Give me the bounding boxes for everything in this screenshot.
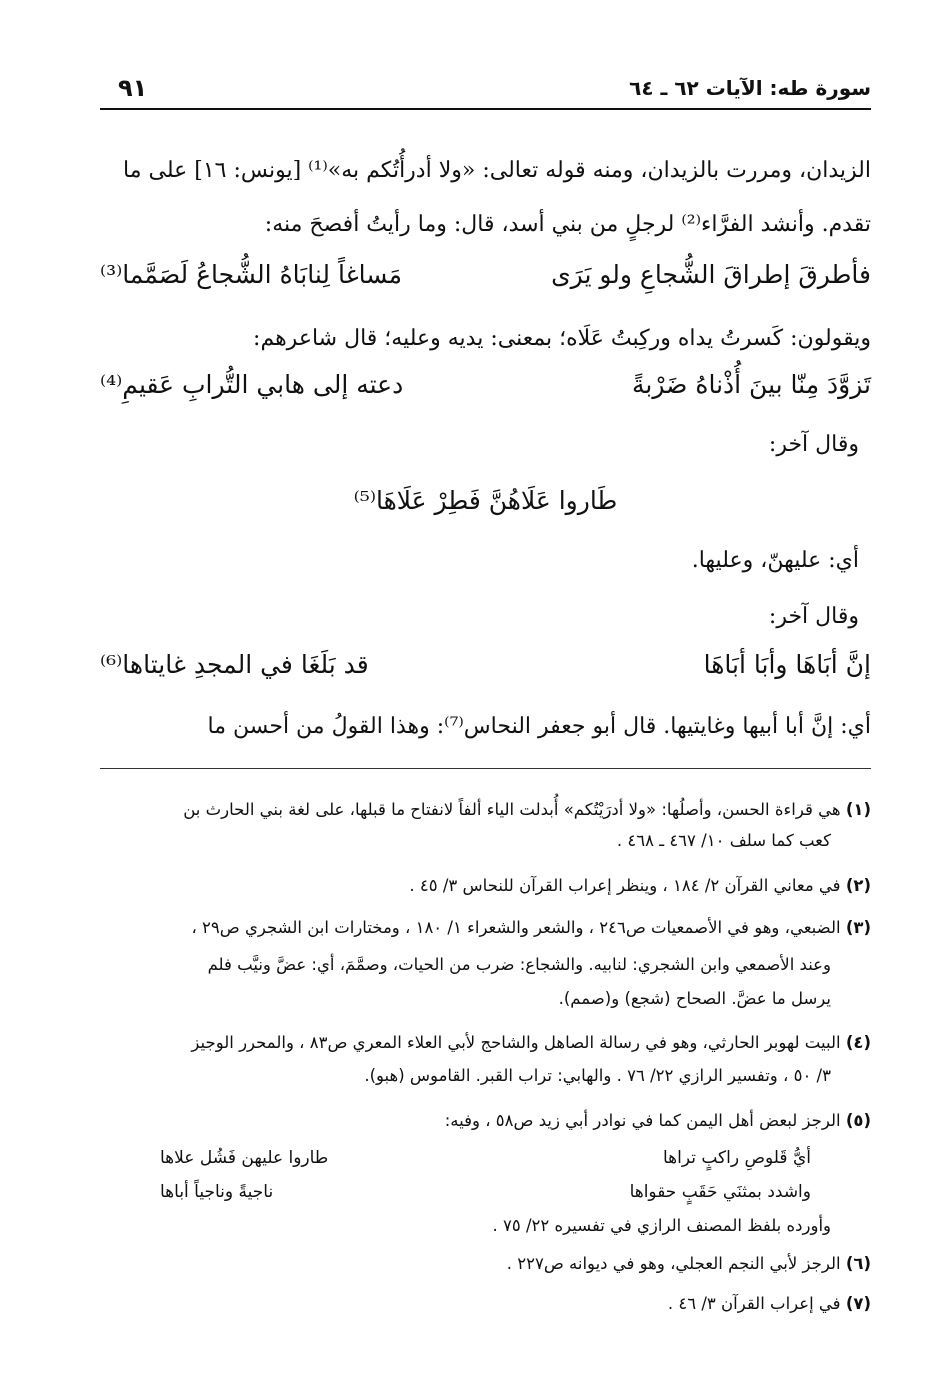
verse-first-hemistich: فأطرقَ إطراقَ الشُّجاعِ ولو يَرَى [551, 260, 871, 289]
footnote [100, 912, 871, 943]
footnote-text: وعند الأصمعي وابن الشجري: لنابيه. والشجاع: ضرب من الحيات، وصمَّمَ، أي: عضَّ ونيَّب فلم [207, 955, 831, 974]
footnote-text: وأورده بلفظ المصنف الرازي في تفسيره ٢٢/ ٧٥ . [492, 1216, 831, 1235]
footnote-number: (٢) [845, 876, 871, 895]
verse-second-hemistich: قد بَلَغَا في المجدِ غايتاها⁽⁶⁾ [100, 650, 369, 679]
footnote-number: (٦) [845, 1254, 871, 1273]
footnote-text: هي قراءة الحسن، وأصلُها: «ولا أدرَيْتُكم» أُبدلت الياء ألفاً لانفتاح ما قبلها، على لغة بني الحارث بن [183, 800, 841, 819]
verse-first-hemistich: إنَّ أبَاهَا وأبَا أبَاهَا [703, 650, 871, 679]
running-header [100, 70, 871, 110]
footnote-text: يرسل ما عضَّ. الصحاح (شجع) و(صمم). [558, 989, 831, 1008]
footnote-number: (٣) [845, 918, 871, 937]
footnote-number: (٧) [845, 1294, 871, 1313]
text-line: ويقولون: كَسرتُ يداه وركِبتُ عَلَاه؛ بمعنى: يديه وعليه؛ قال شاعرهم: [253, 326, 871, 351]
text-line: وقال آخر: [768, 604, 859, 629]
text-line: أي: إنَّ أبا أبيها وغايتيها. قال أبو جعفر النحاس⁽⁷⁾: وهذا القولُ من أحسن ما [207, 714, 871, 739]
footnote [100, 794, 871, 825]
header-rule [100, 108, 871, 110]
footnote-text: في معاني القرآن ٢/ ١٨٤ ، وينظر إعراب القرآن للنحاس ٣/ ٤٥ . [409, 876, 841, 895]
footnote-separator [100, 768, 871, 769]
footnote-text: الضبعي، وهو في الأصمعيات ص٢٤٦ ، والشعر والشعراء ١/ ١٨٠ ، ومختارات ابن الشجري ص٢٩ ، [191, 918, 841, 937]
text-line: وقال آخر: [768, 432, 859, 457]
footnote-text: الرجز لبعض أهل اليمن كما في نوادر أبي زيد ص٥٨ ، وفيه: [444, 1111, 841, 1130]
text-line: تقدم. وأنشد الفرَّاء⁽²⁾ لرجلٍ من بني أسد، قال: وما رأيتُ أفصحَ منه: [264, 212, 871, 237]
verse-second-hemistich: ناجيةً وناجياً أباها [160, 1182, 274, 1202]
verse-second-hemistich: مَساغاً لِنابَاهُ الشُّجاعُ لَصَمَّما⁽³⁾ [100, 260, 402, 289]
footnote [100, 1105, 871, 1136]
page-number: ٩١ [118, 74, 148, 102]
footnote-text: ٣/ ٥٠ ، وتفسير الرازي ٢٢/ ٧٦ . والهابي: تراب القبر. القاموس (هبو). [364, 1066, 831, 1085]
footnote-number: (٤) [845, 1033, 871, 1052]
footnote [100, 870, 871, 901]
verse-first-hemistich: واشدد بمثنَي حَقَبٍ حقواها [629, 1182, 811, 1202]
footnote-number: (١) [845, 800, 871, 819]
footnote-text: البيت لهوبر الحارثي، وهو في رسالة الصاهل والشاحج لأبي العلاء المعري ص٨٣ ، والمحرر الوجيز [191, 1033, 841, 1052]
footnote [100, 1027, 871, 1058]
verse-first-hemistich: تَزوَّدَ مِنّا بينَ أُذْناهُ ضَرْبةً [632, 370, 871, 399]
verse-second-hemistich: دعته إلى هابي التُّرابِ عَقيمِ⁽⁴⁾ [100, 370, 404, 399]
text-line: أي: عليهنّ، وعليها. [691, 548, 859, 573]
footnote-text: كعب كما سلف ١٠/ ٤٦٧ ـ ٤٦٨ . [616, 831, 831, 850]
text-line: الزيدان، ومررت بالزيدان، ومنه قوله تعالى: «ولا أدرأُتُكم به»⁽¹⁾ [يونس: ١٦] على ما [123, 158, 871, 183]
footnote [100, 1248, 871, 1279]
footnote-text: في إعراب القرآن ٣/ ٤٦ . [667, 1294, 841, 1313]
footnote-number: (٥) [845, 1111, 871, 1130]
footnote-text: الرجز لأبي النجم العجلي، وهو في ديوانه ص٢٢٧ . [506, 1254, 841, 1273]
verse-line-centered: طَاروا عَلَاهُنَّ فَطِرْ عَلَاهَا⁽⁵⁾ [353, 486, 618, 515]
verse-second-hemistich: طاروا عليهن فَشُل علاها [160, 1148, 329, 1168]
header-title: سورة طه: الآيات ٦٢ ـ ٦٤ [629, 76, 871, 100]
verse-first-hemistich: أيُّ قَلوصِ راكبٍ تراها [662, 1148, 811, 1168]
footnote [100, 1288, 871, 1319]
